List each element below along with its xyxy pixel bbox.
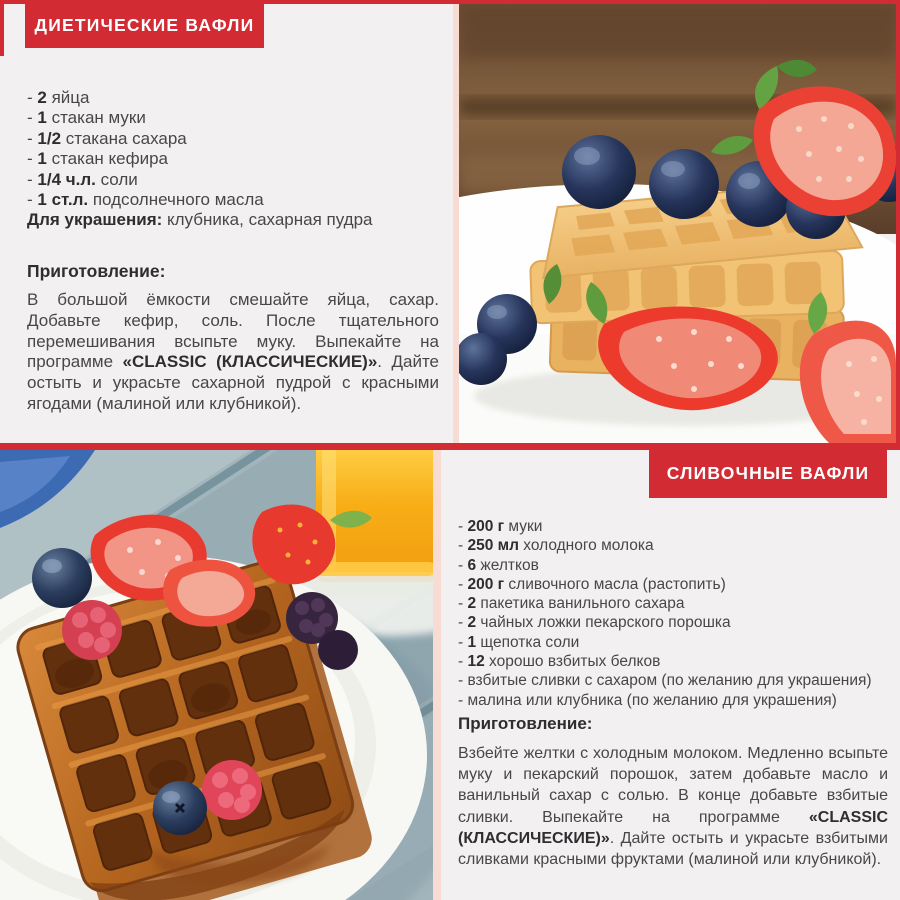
preparation-label-diet: Приготовление:: [27, 261, 166, 281]
ingredient-item: - 6 желтков: [458, 556, 539, 574]
ingredient-item: Для украшения: клубника, сахарная пудра: [27, 210, 373, 230]
ingredient-item: - 200 г муки: [458, 518, 543, 535]
ingredient-item: - 1 ст.л. подсолнечного масла: [27, 190, 264, 210]
blueberry-bottom: [153, 781, 207, 835]
preparation-text-diet: В большой ёмкости смешайте яйца, сахар. Добавьте кефир, соль. После тщательного перемешивания всыпьте муку. Выпекайте на программе «CLASSIC (КЛАССИЧЕСКИЕ)». Дайте остыть и украсьте сахарной пудрой с красными ягодами (малиной или клубникой).: [27, 290, 439, 413]
photo-waffle-syrup-juice: [0, 450, 433, 900]
divider-vertical-top: [453, 4, 459, 443]
preparation-label-creamy: Приготовление:: [458, 714, 593, 733]
ingredient-item: - 250 мл холодного молока: [458, 537, 654, 555]
waffles-berries-illustration: [459, 4, 896, 443]
divider-vertical-bottom: [433, 450, 441, 900]
ingredient-item: - 1 стакан кефира: [27, 149, 168, 169]
red-border-left: [0, 0, 4, 56]
ingredient-item: - 12 хорошо взбитых белков: [458, 653, 661, 671]
ingredient-item: - 2 пакетика ванильного сахара: [458, 595, 685, 613]
ingredient-item: - малина или клубника (по желанию для украшения): [458, 691, 837, 709]
ingredient-item: - 2 яйца: [27, 88, 90, 107]
blueberry: [32, 548, 92, 608]
raspberry-left: [62, 600, 122, 660]
ingredient-item: - 1/2 стакана сахара: [27, 128, 187, 148]
ingredient-item: - 200 г сливочного масла (растопить): [458, 575, 726, 593]
recipe-title-creamy: СЛИВОЧНЫЕ ВАФЛИ: [666, 463, 870, 483]
photo-waffles-berries: [459, 4, 896, 443]
red-border-right: [896, 0, 900, 450]
recipe-title-diet: ДИЕТИЧЕСКИЕ ВАФЛИ: [34, 15, 255, 35]
ingredients-list-creamy: [458, 517, 892, 710]
ingredient-item: - 1 щепотка соли: [458, 633, 580, 651]
ingredient-item: - 2 чайных ложки пекарского порошка: [458, 614, 731, 632]
raspberry-bottom: [202, 760, 262, 820]
waffle-syrup-illustration: [0, 450, 433, 900]
ingredients-list-diet: [27, 88, 447, 231]
ingredient-item: - взбитые сливки с сахаром (по желанию для украшения): [458, 672, 872, 690]
ingredient-item: - 1 стакан муки: [27, 108, 146, 128]
title-banner-diet: [25, 3, 264, 48]
title-banner-creamy: [649, 449, 887, 498]
preparation-text-creamy: Взбейте желтки с холодным молоком. Медленно всыпьте муку и пекарский порошок, затем добавьте масло и ванильный сахар с солью. В конце добавьте взбитые сливки. Выпекайте на программе «CLASSIC (КЛАССИЧЕСКИЕ)». Дайте остыть и украсьте взбитыми сливками красными фруктами (малиной или клубникой).: [458, 745, 888, 869]
ingredient-item: - 1/4 ч.л. соли: [27, 169, 138, 189]
